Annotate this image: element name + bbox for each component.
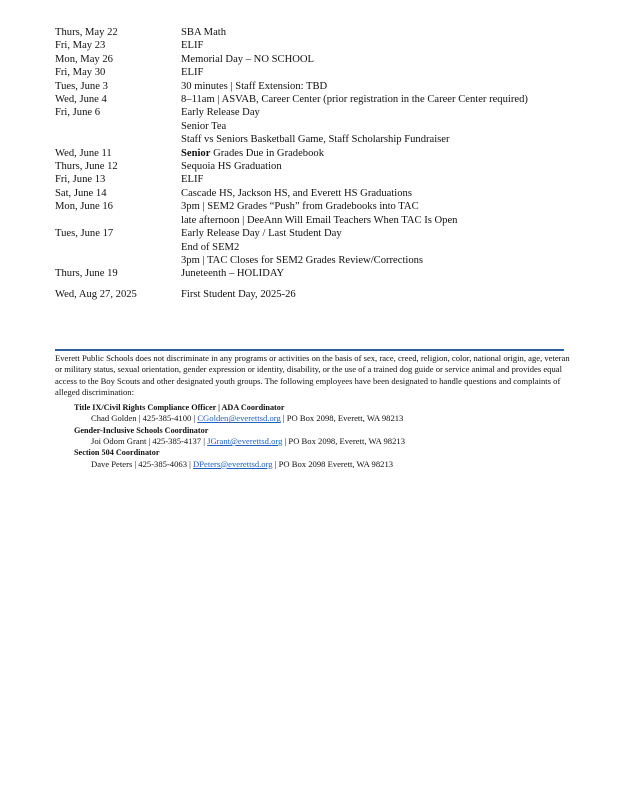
schedule-date: Sat, June 14: [55, 187, 107, 199]
schedule-desc: [181, 173, 575, 186]
event-bold-text: Senior: [181, 147, 211, 159]
contact-title: Gender-Inclusive Schools Coordinator: [74, 425, 209, 435]
spacer: [55, 281, 575, 288]
contact-address: | PO Box 2098, Everett, WA 98213: [280, 413, 404, 424]
schedule-desc: [181, 39, 575, 52]
schedule-date: Fri, June 13: [55, 174, 106, 186]
contact-name: Joi Odom Grant | 425-385-4137 |: [91, 436, 208, 447]
schedule-desc: [181, 160, 575, 173]
schedule-desc: [181, 147, 575, 160]
schedule-date: Tues, June 17: [55, 228, 114, 240]
email-link[interactable]: DPeters@everettsd.org: [193, 458, 273, 469]
divider-line: [55, 349, 564, 351]
email-link[interactable]: CGolden@everettsd.org: [197, 413, 281, 424]
schedule-row: [55, 53, 575, 66]
schedule-row: [55, 160, 575, 173]
contact-name: Chad Golden | 425-385-4100 |: [91, 413, 198, 424]
schedule-date: Fri, May 23: [55, 40, 106, 52]
schedule-date: Fri, June 6: [55, 107, 101, 119]
schedule-row: [55, 80, 575, 93]
schedule-desc: [181, 187, 575, 200]
schedule-date: Wed, June 4: [55, 94, 107, 106]
schedule-row: [55, 66, 575, 79]
schedule-desc: [181, 80, 575, 93]
schedule-row: [55, 187, 575, 200]
schedule-desc: [181, 53, 575, 66]
event-line: First Student Day, 2025-26: [181, 288, 296, 300]
schedule-desc: [181, 200, 575, 227]
schedule-row: [55, 227, 575, 267]
event-line: SBA Math: [181, 27, 227, 38]
contact-line: [91, 436, 570, 447]
event-line: Memorial Day – NO SCHOOL: [181, 53, 314, 65]
schedule-list: [55, 26, 575, 301]
schedule-desc: [181, 93, 575, 106]
schedule-row: [55, 26, 575, 39]
event-line: Juneteenth – HOLIDAY: [181, 268, 285, 280]
contact-address: | PO Box 2098, Everett, WA 98213: [282, 436, 405, 447]
event-line: Early Release Day: [181, 107, 260, 119]
schedule-date: Mon, June 16: [55, 201, 113, 213]
event-line: Early Release Day / Last Student Day: [181, 228, 342, 240]
schedule-date: Thurs, June 12: [55, 161, 118, 173]
schedule-desc: [181, 26, 575, 39]
event-line: Senior Tea: [181, 120, 227, 132]
schedule-desc: [181, 227, 575, 267]
schedule-desc: [181, 267, 575, 280]
schedule-row: [55, 173, 575, 186]
event-line: 3pm | SEM2 Grades “Push” from Gradebooks into TAC: [181, 201, 419, 213]
contact-line: [91, 413, 570, 424]
contact-list: [74, 402, 570, 470]
schedule-date: Mon, May 26: [55, 53, 113, 65]
schedule-row: [55, 39, 575, 52]
event-line: late afternoon | DeeAnn Will Email Teachers When TAC Is Open: [181, 214, 458, 226]
schedule-date: Tues, June 3: [55, 80, 108, 92]
schedule-desc: [181, 66, 575, 79]
schedule-row: [55, 106, 575, 146]
schedule-row: [55, 267, 575, 280]
schedule-row: [55, 200, 575, 227]
event-line: [181, 147, 575, 160]
schedule-date: Wed, Aug 27, 2025: [55, 288, 137, 300]
event-line: End of SEM2: [181, 241, 240, 253]
nondiscrimination-notice: [55, 353, 570, 470]
email-link[interactable]: JGrant@everettsd.org: [207, 436, 283, 447]
contact-title: Title IX/Civil Rights Compliance Officer | ADA Coordinator: [74, 403, 285, 413]
contact-title: Section 504 Coordinator: [74, 448, 160, 458]
notice-text: Everett Public Schools does not discriminate in any programs or activities on the basis of sex, race, creed, religion, color, national origin, age, veteran or military status, sexual orientation, gender expression or identity, disability, or the use of a trained dog guide or service animal and provides equal access to the Boy Scouts and other designated youth groups. The following employees have been designated to handle questions and complaints of alleged discrimination:: [55, 353, 570, 397]
schedule-date: Thurs, June 19: [55, 268, 118, 280]
schedule-date: Fri, May 30: [55, 67, 106, 79]
schedule-row: [55, 288, 575, 301]
schedule-date: Thurs, May 22: [55, 27, 118, 38]
schedule-desc: [181, 106, 575, 146]
event-line: ELIF: [181, 40, 204, 52]
contact-line: [91, 459, 570, 470]
schedule-row: [55, 93, 575, 106]
event-line: ELIF: [181, 67, 204, 79]
event-text: Grades Due in Gradebook: [210, 147, 324, 159]
event-line: ELIF: [181, 174, 204, 186]
contact-name: Dave Peters | 425-385-4063 |: [91, 458, 194, 469]
event-line: 30 minutes | Staff Extension: TBD: [181, 80, 328, 92]
schedule-row: [55, 147, 575, 160]
event-line: Cascade HS, Jackson HS, and Everett HS Graduations: [181, 187, 412, 199]
event-line: Staff vs Seniors Basketball Game, Staff Scholarship Fundraiser: [181, 134, 450, 146]
event-line: Sequoia HS Graduation: [181, 161, 282, 173]
event-line: 3pm | TAC Closes for SEM2 Grades Review/Corrections: [181, 254, 424, 266]
schedule-desc: [181, 288, 575, 301]
event-line: 8–11am | ASVAB, Career Center (prior registration in the Career Center required): [181, 94, 528, 106]
schedule-date: Wed, June 11: [55, 147, 112, 159]
contact-address: | PO Box 2098 Everett, WA 98213: [272, 458, 394, 469]
